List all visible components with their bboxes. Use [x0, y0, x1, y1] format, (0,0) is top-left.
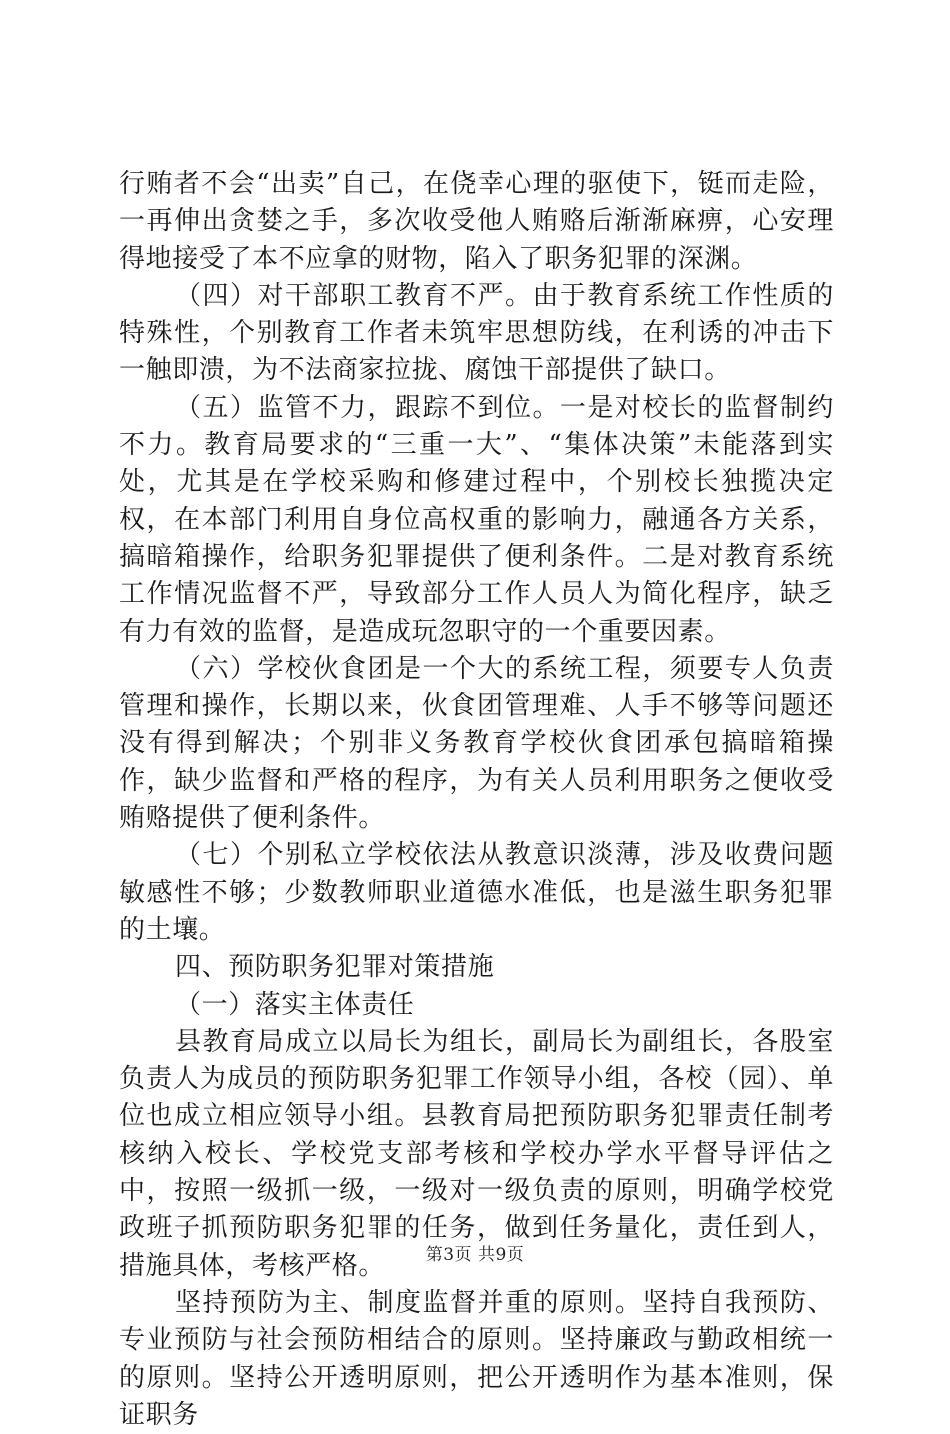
subsection-heading: （一）落实主体责任: [175, 989, 415, 1020]
paragraph: 坚持预防为主、制度监督并重的原则。坚持自我预防、专业预防与社会预防相结合的原则。坚持廉政与勤政相统一的原则。坚持公开透明原则，把公开透明作为基本准则，保证职务: [119, 1287, 834, 1430]
paragraph: （七）个别私立学校依法从教意识淡薄，涉及收费问题敏感性不够；少数教师职业道德水准低，也是滋生职务犯罪的土壤。: [119, 840, 834, 945]
paragraph: 县教育局成立以局长为组长，副局长为副组长，各股室负责人为成员的预防职务犯罪工作领导小组，各校（园）、单位也成立相应领导小组。县教育局把预防职务犯罪责任制考核纳入校长、学校党支部考核和学校办学水平督导评估之中，按照一级抓一级，一级对一级负责的原则，明确学校党政班子抓预防职务犯罪的任务，做到任务量化，责任到人，措施具体，考核严格。: [119, 1026, 834, 1281]
paragraph: （五）监管不力，跟踪不到位。一是对校长的监督制约不力。教育局要求的“三重一大”、“集体决策”未能落到实处，尤其是在学校采购和修建过程中，个别校长独揽决定权，在本部门利用自身位高权重的影响力，融通各方关系，搞暗箱操作，给职务犯罪提供了便利条件。二是对教育系统工作情况监督不严，导致部分工作人员人为简化程序，缺乏有力有效的监督，是造成玩忽职守的一个重要因素。: [119, 392, 834, 647]
paragraph: （四）对干部职工教育不严。由于教育系统工作性质的特殊性，个别教育工作者未筑牢思想防线，在利诱的冲击下一触即溃，为不法商家拉拢、腐蚀干部提供了缺口。: [119, 280, 834, 386]
paragraph: 行贿者不会“出卖”自己，在侥幸心理的驱使下，铤而走险，一再伸出贪婪之手，多次收受他人贿赂后渐渐麻痹，心安理得地接受了本不应拿的财物，陷入了职务犯罪的深渊。: [119, 169, 834, 274]
page-number-footer: 第3页 共9页: [425, 1245, 525, 1265]
paragraph: （六）学校伙食团是一个大的系统工程，须要专人负责管理和操作，长期以来，伙食团管理难、人手不够等问题还没有得到解决；个别非义务教育学校伙食团承包搞暗箱操作，缺少监督和严格的程序，为有关人员利用职务之便收受贿赂提供了便利条件。: [119, 653, 834, 834]
section-heading: 四、预防职务犯罪对策措施: [175, 952, 495, 983]
